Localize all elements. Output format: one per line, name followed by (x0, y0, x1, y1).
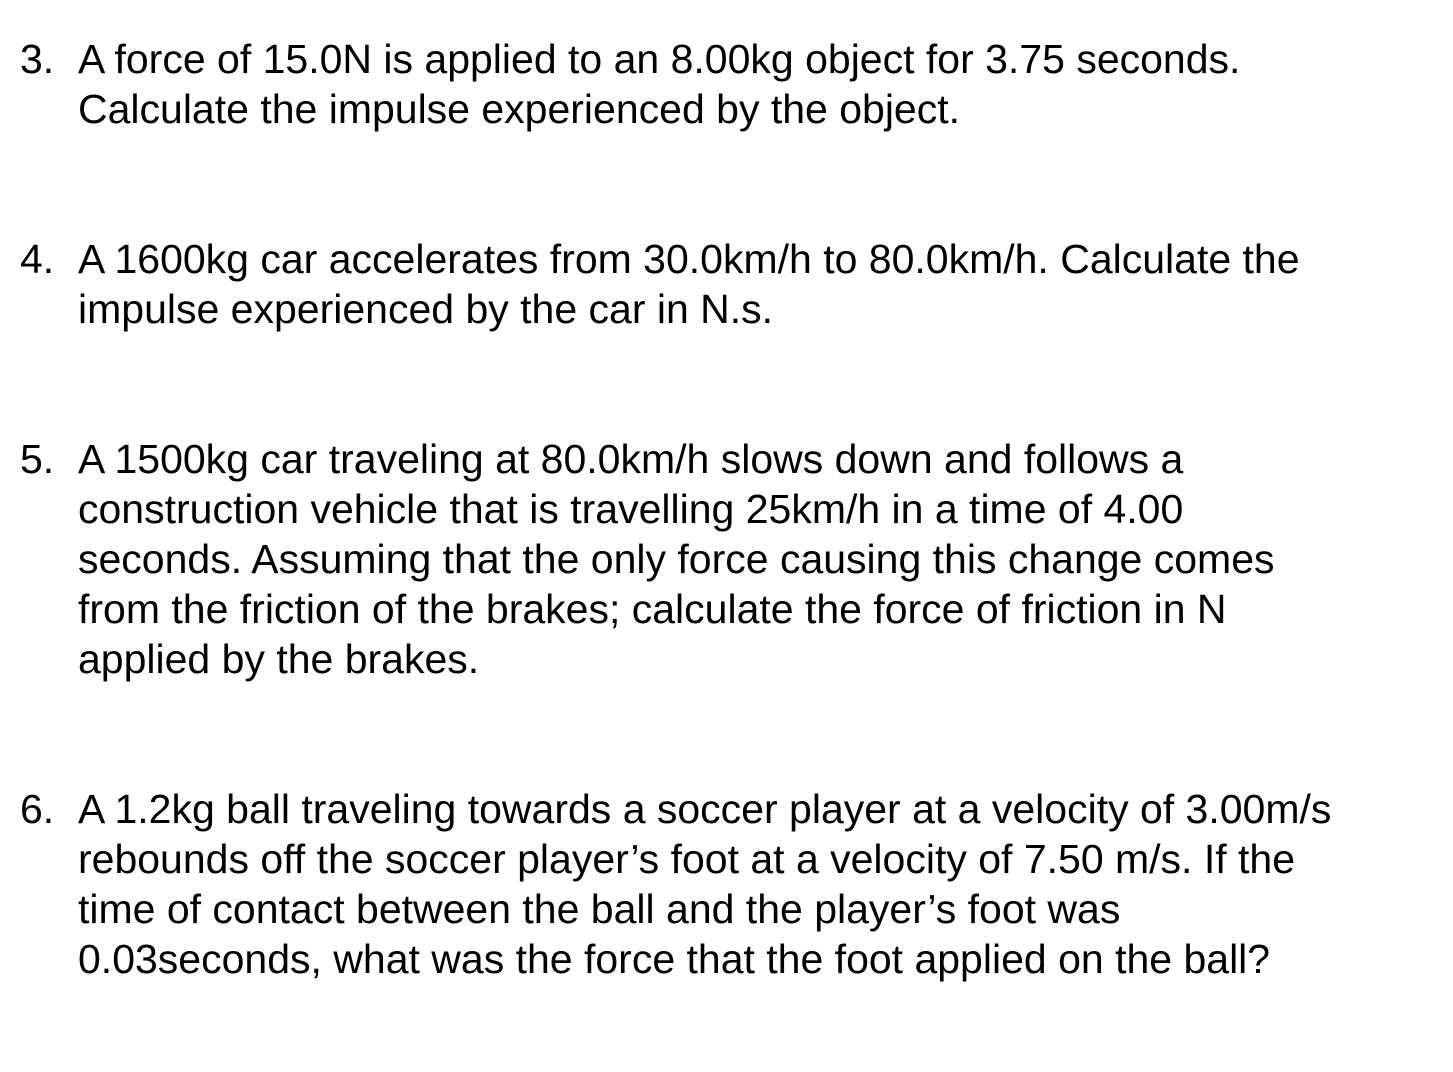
question-number: 4. (20, 236, 55, 282)
question-text (78, 434, 1275, 684)
question-text (78, 34, 1240, 134)
question-text-line: A 1500kg car traveling at 80.0km/h slows down and follows a (78, 436, 1184, 482)
question-text-line: time of contact between the ball and the player’s foot was (78, 886, 1121, 932)
question-text-line: seconds. Assuming that the only force causing this change comes (78, 536, 1275, 582)
question-number: 6. (20, 786, 55, 832)
question-number: 3. (20, 36, 55, 82)
question-text-line: A 1.2kg ball traveling towards a soccer player at a velocity of 3.00m/s (78, 786, 1332, 832)
question-text-line: construction vehicle that is travelling 25km/h in a time of 4.00 (78, 486, 1184, 532)
question-text-line: from the friction of the brakes; calculate the force of friction in N (78, 586, 1227, 632)
question-text-line: impulse experienced by the car in N.s. (78, 286, 774, 332)
question-text-line: Calculate the impulse experienced by the object. (78, 86, 961, 132)
question-text-line: 0.03seconds, what was the force that the foot applied on the ball? (78, 936, 1271, 982)
question-number: 5. (20, 436, 55, 482)
question-text-line: applied by the brakes. (78, 636, 480, 682)
question-text (78, 784, 1331, 984)
question-text-line: rebounds off the soccer player’s foot at a velocity of 7.50 m/s. If the (78, 836, 1296, 882)
question-text (78, 234, 1300, 334)
question-text-line: A 1600kg car accelerates from 30.0km/h to 80.0km/h. Calculate the (78, 236, 1300, 282)
question-text-line: A force of 15.0N is applied to an 8.00kg object for 3.75 seconds. (78, 36, 1241, 82)
